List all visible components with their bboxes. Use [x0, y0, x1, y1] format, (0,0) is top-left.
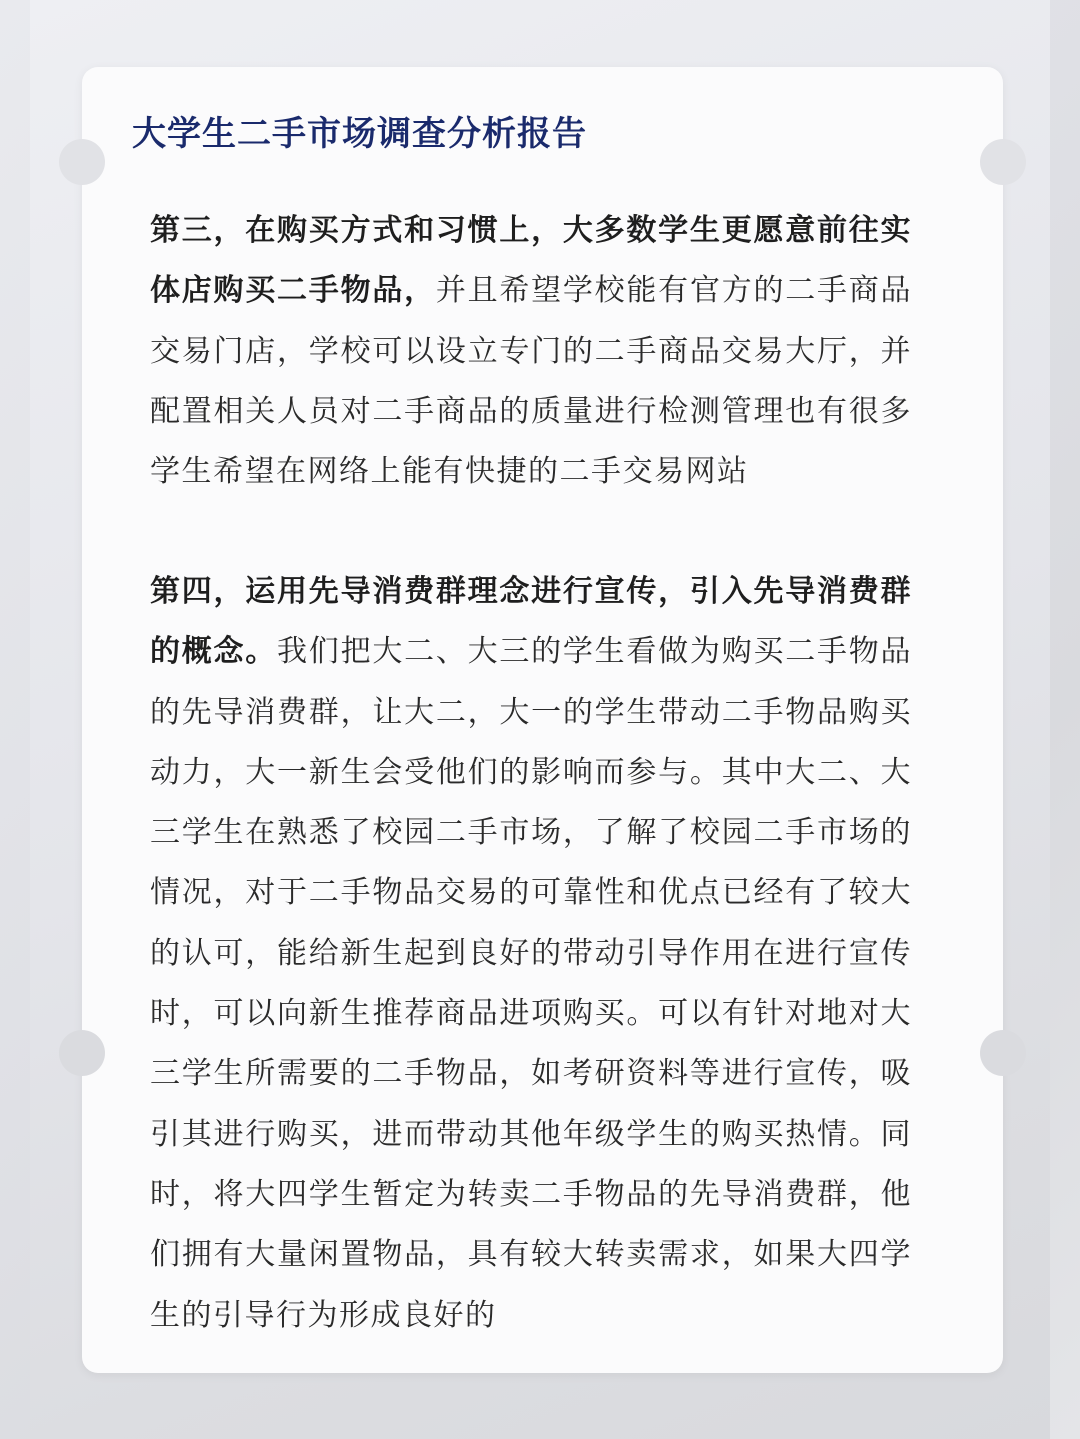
card-notch-top-right: [980, 139, 1026, 185]
paragraph-3-lead: 第三，在购买方式和习惯上，大多数学生更愿意前往实体店购买二手物品，: [150, 213, 912, 309]
document-title: 大学生二手市场调查分析报告: [132, 114, 587, 154]
paragraph-4: [150, 562, 912, 1346]
card-notch-bottom-right: [980, 1030, 1026, 1076]
paragraph-4-lead: 第四，运用先导消费群理念进行宣传，引入先导消费群的概念。: [150, 574, 912, 670]
paragraph-3: [150, 201, 912, 502]
document-card: [82, 67, 1003, 1373]
paragraph-3-text: 并且希望学校能有官方的二手商品交易门店，学校可以设立专门的二手商品交易大厅，并配置相关人员对二手商品的质量进行检测管理也有很多学生希望在网络上能有快捷的二手交易网站: [150, 273, 913, 490]
card-notch-top-left: [59, 139, 105, 185]
paragraph-4-text: 我们把大二、大三的学生看做为购买二手物品的先导消费群，让大二，大一的学生带动二手物品购买动力，大一新生会受他们的影响而参与。其中大二、大三学生在熟悉了校园二手市场，了解了校园二手市场的情况，对于二手物品交易的可靠性和优点已经有了较大的认可，能给新生起到良好的带动引导作用在进行宣传时，可以向新生推荐商品进项购买。可以有针对地对大三学生所需要的二手物品，如考研资料等进行宣传，吸引其进行购买，进而带动其他年级学生的购买热情。同时，将大四学生暂定为转卖二手物品的先导消费群，他们拥有大量闲置物品，具有较大转卖需求，如果大四学生的引导行为形成良好的: [150, 634, 913, 1333]
card-notch-bottom-left: [59, 1030, 105, 1076]
